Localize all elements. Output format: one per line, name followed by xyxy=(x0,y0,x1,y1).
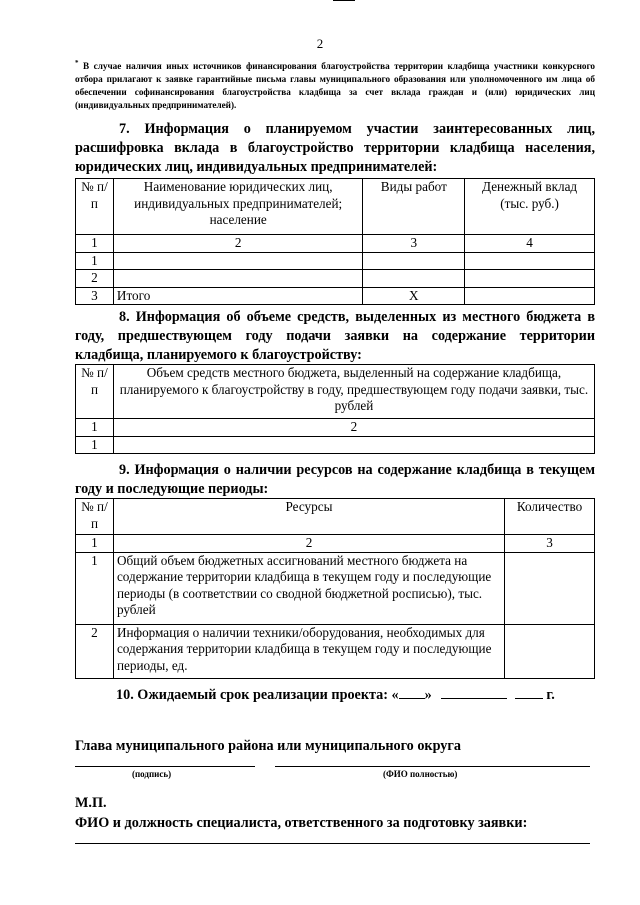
column-numbers-row xyxy=(76,235,595,253)
col-number: 1 xyxy=(76,535,114,553)
section-10-text: 10. Ожидаемый срок реализации проекта: « xyxy=(116,687,399,703)
table-budget xyxy=(75,364,595,454)
caption-fio: (ФИО полностью) xyxy=(383,769,458,779)
col-number: 3 xyxy=(505,535,595,553)
cell: 1 xyxy=(76,552,114,624)
section-8-text: 8. Информация об объеме средств, выделенных из местного бюджета в году, предшествующем году подачи заявки на содержание территории кладбища, планируемого к благоустройству: xyxy=(75,309,595,363)
cell xyxy=(505,552,595,624)
table-participation xyxy=(75,178,595,305)
cell: Информация о наличии техники/оборудования, необходимых для содержания территории кладбища в текущем году и последующие периоды, ед. xyxy=(113,624,504,678)
cell xyxy=(113,436,594,454)
col-number: 1 xyxy=(76,235,114,253)
table-row xyxy=(76,270,595,288)
section-10 xyxy=(116,687,555,704)
close-quote: » xyxy=(424,687,432,703)
table-row xyxy=(76,252,595,270)
table-header xyxy=(76,365,595,419)
cell xyxy=(363,270,465,288)
col-number: 3 xyxy=(363,235,465,253)
header-cell: Объем средств местного бюджета, выделенный на содержание кладбища, планируемого к благоустройству в году, предшествующем году подачи заявки, тыс. рублей xyxy=(113,365,594,419)
cell: Общий объем бюджетных ассигнований местного бюджета на содержание территории кладбища в текущем году и последующие периоды (в соответствии со сводной бюджетной росписью), тыс. рублей xyxy=(113,552,504,624)
table-row xyxy=(76,624,595,678)
footnote-mark: * xyxy=(75,59,79,67)
cell xyxy=(113,270,363,288)
table-header xyxy=(76,499,595,535)
page-number: 2 xyxy=(316,36,324,51)
col-number: 4 xyxy=(465,235,595,253)
stamp-label: М.П. xyxy=(75,795,107,811)
top-rule xyxy=(333,0,355,1)
responsible-label: ФИО и должность специалиста, ответственного за подготовку заявки: xyxy=(75,815,528,831)
footnote xyxy=(75,57,595,112)
section-7-text: 7. Информация о планируемом участии заинтересованных лиц, расшифровка вклада в благоустройство территории кладбища населения, юридических лиц, индивидуальных предпринимателей: xyxy=(75,121,595,175)
section-9-text: 9. Информация о наличии ресурсов на содержание кладбища в текущем году и последующие периоды: xyxy=(75,462,595,497)
table-row xyxy=(76,436,595,454)
cell-total-label: Итого xyxy=(113,287,363,305)
year-suffix: г. xyxy=(546,687,555,703)
header-cell: Денежный вклад (тыс. руб.) xyxy=(465,179,595,235)
header-cell: Количество xyxy=(505,499,595,535)
header-cell: Наименование юридических лиц, индивидуальных предпринимателей; население xyxy=(113,179,363,235)
fio-line[interactable] xyxy=(275,766,590,767)
column-numbers-row xyxy=(76,535,595,553)
col-number: 1 xyxy=(76,419,114,437)
signature-line[interactable] xyxy=(75,766,255,767)
cell: 2 xyxy=(76,270,114,288)
col-number: 2 xyxy=(113,235,363,253)
table-header xyxy=(76,179,595,235)
table-resources xyxy=(75,498,595,679)
cell: 1 xyxy=(76,252,114,270)
cell: 2 xyxy=(76,624,114,678)
cell xyxy=(465,270,595,288)
head-title: Глава муниципального района или муниципального округа xyxy=(75,738,461,754)
column-numbers-row xyxy=(76,419,595,437)
cell xyxy=(505,624,595,678)
header-cell: Ресурсы xyxy=(113,499,504,535)
cell: 3 xyxy=(76,287,114,305)
table-row xyxy=(76,552,595,624)
month-blank[interactable] xyxy=(441,698,507,699)
caption-sign: (подпись) xyxy=(132,769,172,779)
cell xyxy=(363,252,465,270)
header-cell: № п/п xyxy=(76,179,114,235)
responsible-line[interactable] xyxy=(75,843,590,844)
year-blank[interactable] xyxy=(515,698,543,699)
col-number: 2 xyxy=(113,535,504,553)
header-cell: № п/п xyxy=(76,365,114,419)
header-cell: № п/п xyxy=(76,499,114,535)
header-cell: Виды работ xyxy=(363,179,465,235)
cell xyxy=(113,252,363,270)
day-blank[interactable] xyxy=(399,698,425,699)
col-number: 2 xyxy=(113,419,594,437)
cell: 1 xyxy=(76,436,114,454)
table-row-total xyxy=(76,287,595,305)
cell xyxy=(465,287,595,305)
cell: X xyxy=(363,287,465,305)
cell xyxy=(465,252,595,270)
footnote-text: В случае наличия иных источников финансирования благоустройства территории кладбища участники конкурсного отбора прилагают к заявке гарантийные письма главы муниципального образования или уполномоченного им лица об обеспечении софинансирования благоустройства кладбища за счет вклада граждан и (или) юридических лиц (индивидуальных предпринимателей). xyxy=(75,61,596,111)
